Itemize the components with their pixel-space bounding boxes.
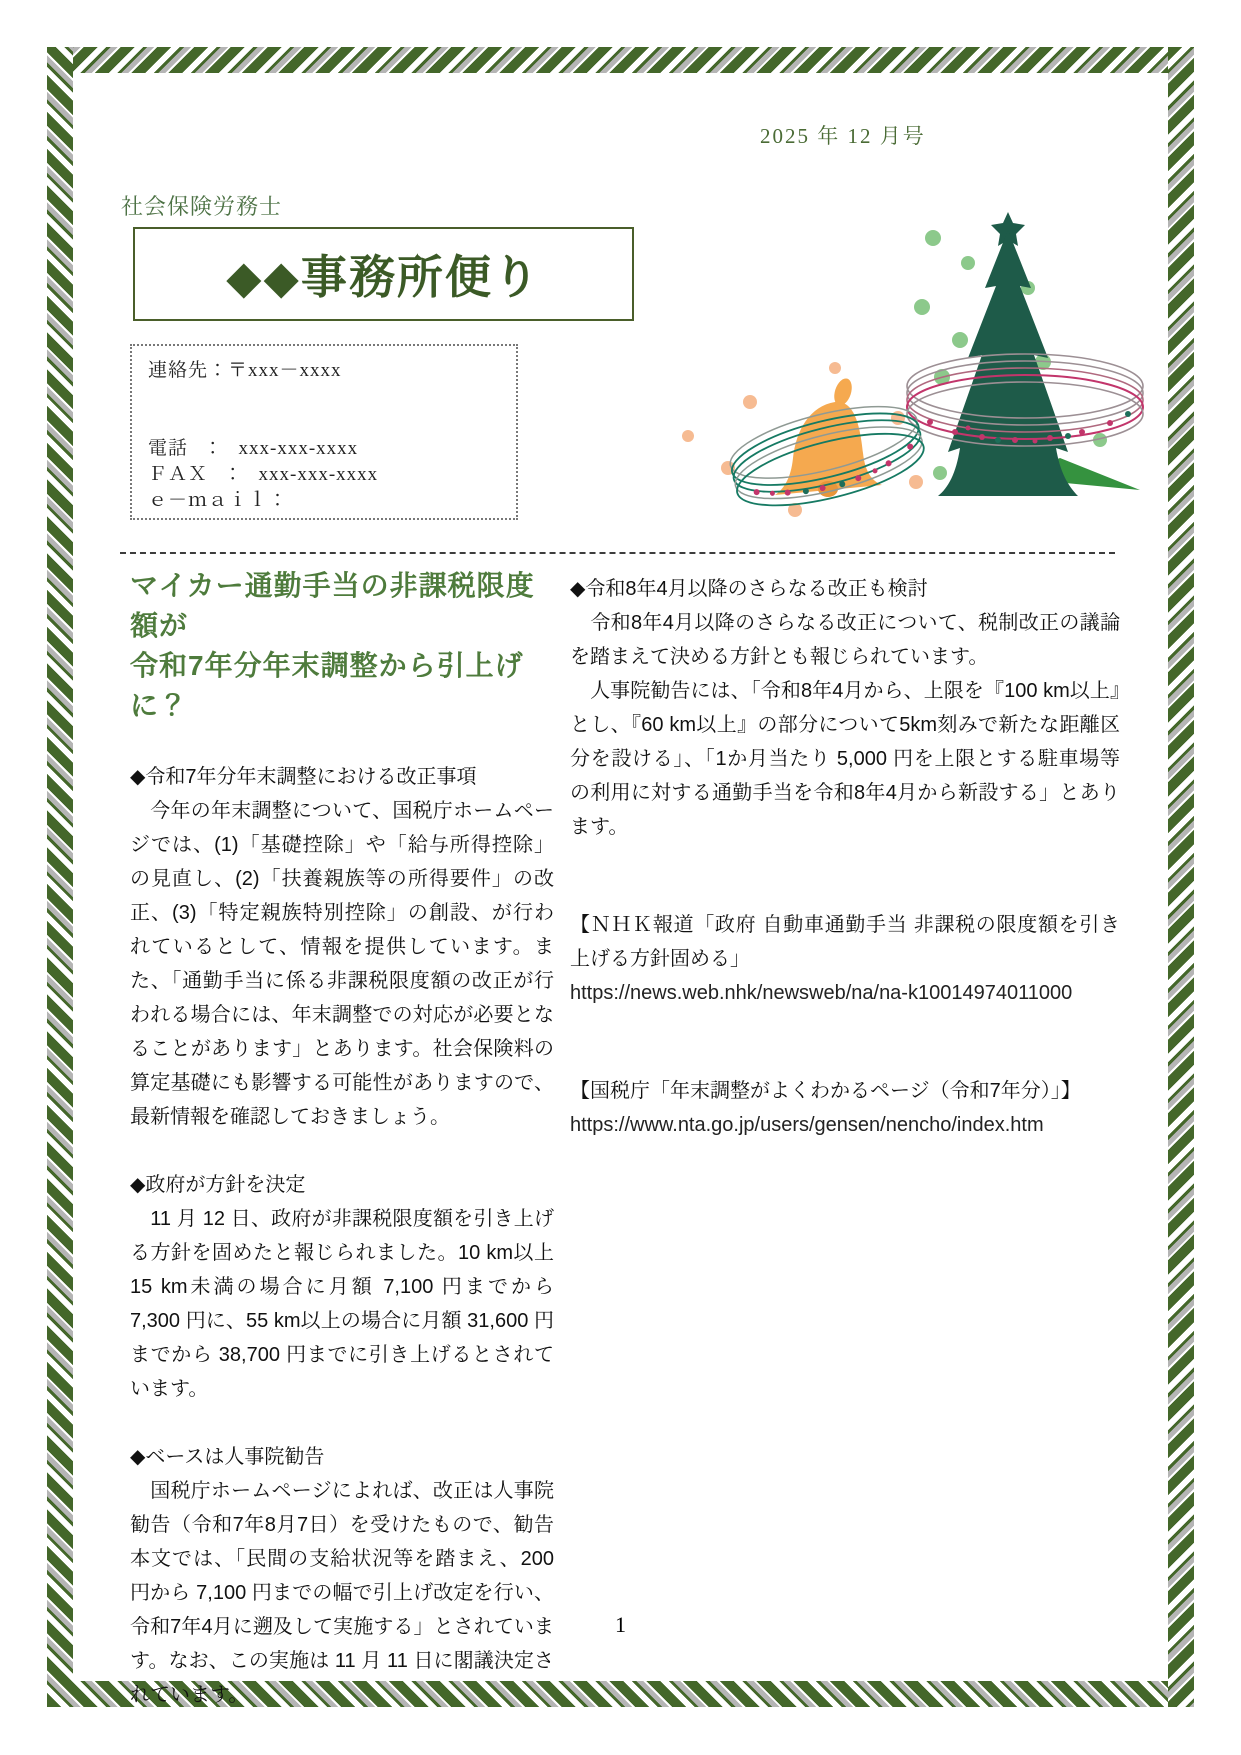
christmas-illustration bbox=[630, 190, 1145, 540]
section-heading: ◆ベースは人事院勧告 bbox=[130, 1446, 325, 1468]
article-section bbox=[130, 1440, 554, 1712]
section-body: 令和8年4月以降のさらなる改正について、税制改正の議論を踏まえて決める方針とも報じられています。 bbox=[570, 612, 1120, 668]
reference-url: https://www.nta.go.jp/users/gensen/nencho/index.htm bbox=[570, 1114, 1044, 1136]
article-headline bbox=[130, 566, 554, 726]
section-body: 今年の年末調整について、国税庁ホームページでは、(1)「基礎控除」や「給与所得控除」の見直し、(2)「扶養親族等の所得要件」の改正、(3)「特定親族特別控除」の創設、が行われているとして、情報を提供しています。また、「通勤手当に係る非課税限度額の改正が行われる場合には、年末調整での対応が必要となることがあります」とあります。社会保険料の算定基礎にも影響する可能性がありますので、最新情報を確認しておきましょう。 bbox=[130, 800, 554, 1128]
article-left-column bbox=[130, 566, 554, 1712]
newsletter-title-box bbox=[133, 227, 634, 321]
article-headline-line2: 令和7年分年末調整から引上げに？ bbox=[130, 650, 524, 721]
section-heading: ◆政府が方針を決定 bbox=[130, 1174, 306, 1196]
issue-date: 2025 年 12 月号 bbox=[760, 124, 926, 148]
article-section bbox=[130, 1168, 554, 1406]
article-right-column bbox=[570, 566, 1120, 1142]
section-body: 国税庁ホームページによれば、改正は人事院勧告（令和7年8月7日）を受けたもので、勧告本文では、「民間の支給状況等を踏まえ、200 円から 7,100 円までの幅で引上げ改定を行い、令和7年4月に遡及して実施する」とされています。なお、この実施は 11 月 11 日に閣議決定されています。 bbox=[130, 1480, 554, 1706]
office-type-label: 社会保険労務士 bbox=[121, 194, 283, 219]
contact-email: ｅ－ｍａｉｌ： bbox=[148, 490, 289, 511]
reference-item bbox=[570, 1074, 1120, 1142]
section-body: 人事院勧告には、「令和8年4月から、上限を『100 km以上』とし、『60 km以上』の部分について5km刻みで新たな距離区分を設ける」、「1か月当たり 5,000 円を上限とする駐車場等の利用に対する通勤手当を令和8年4月から新設する」とあります。 bbox=[570, 680, 1120, 838]
reference-title: 【ＮＨＫ報道「政府 自動車通勤手当 非課税の限度額を引き上げる方針固める」 bbox=[570, 914, 1120, 970]
section-heading: ◆令和7年分年末調整における改正事項 bbox=[130, 766, 477, 788]
article-columns bbox=[130, 566, 1120, 1712]
reference-url: https://news.web.nhk/newsweb/na/na-k10014974011000 bbox=[570, 982, 1073, 1004]
decorative-border-right bbox=[1168, 47, 1194, 1707]
section-heading: ◆令和8年4月以降のさらなる改正も検討 bbox=[570, 578, 928, 600]
dashed-separator bbox=[120, 552, 1115, 554]
contact-info-box bbox=[130, 344, 518, 520]
reference-title: 【国税庁「年末調整がよくわかるページ（令和7年分）」】 bbox=[570, 1080, 1081, 1102]
contact-phone: 電話 ： xxx-xxx-xxxx bbox=[148, 438, 359, 459]
decorative-border-top bbox=[47, 47, 1194, 73]
contact-fax: ＦＡＸ ： xxx-xxx-xxxx bbox=[148, 464, 379, 485]
newsletter-title: ◆◆事務所便り bbox=[226, 252, 541, 303]
article-section bbox=[130, 760, 554, 1134]
reference-item bbox=[570, 908, 1120, 1010]
decorative-border-left bbox=[47, 47, 73, 1707]
section-body: 11 月 12 日、政府が非課税限度額を引き上げる方針を固めたと報じられました。10 km以上15 km未満の場合に月額 7,100 円までから 7,300 円に、55 km以上の場合に月額 31,600 円までから 38,700 円までに引き上げるとされています。 bbox=[130, 1208, 554, 1400]
article-section bbox=[570, 572, 1120, 844]
page-number: 1 bbox=[615, 1612, 626, 1637]
article-headline-line1: マイカー通勤手当の非課税限度額が bbox=[130, 570, 535, 641]
contact-address: 連絡先：〒xxx－xxxx bbox=[148, 360, 342, 381]
